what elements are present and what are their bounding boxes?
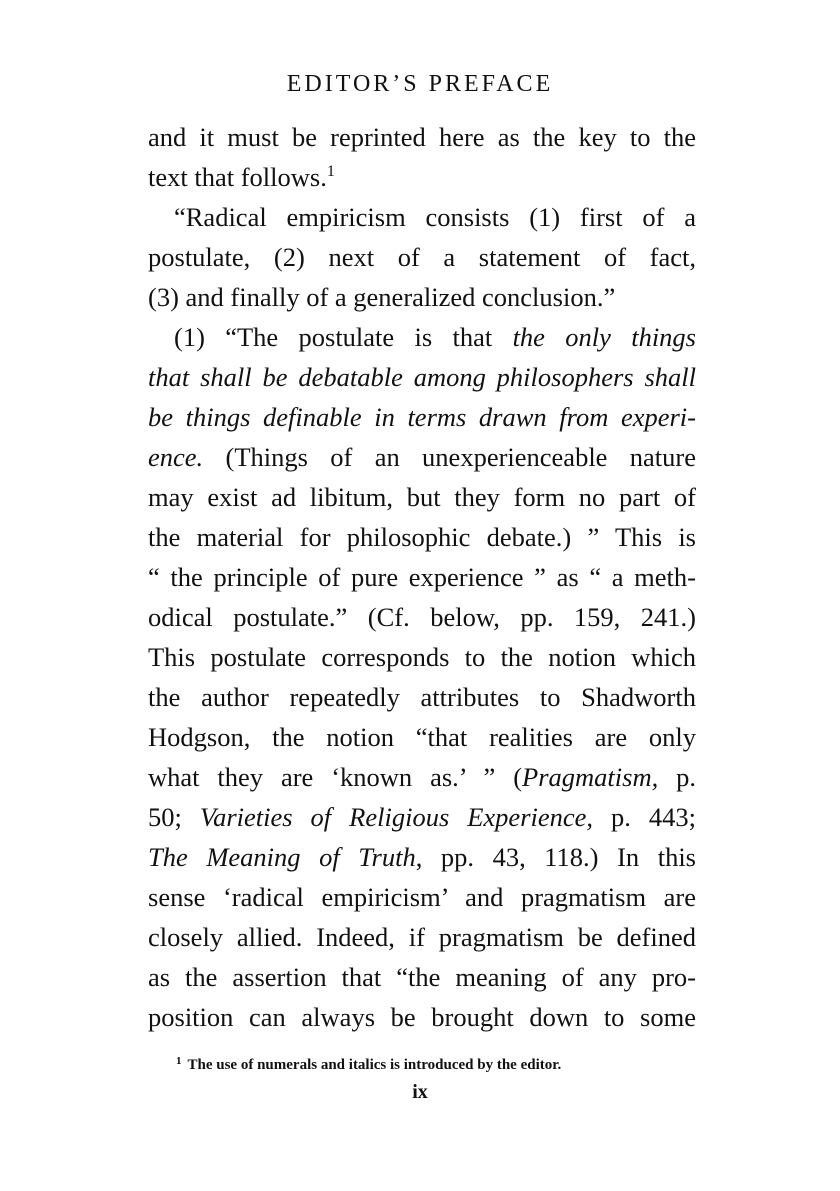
footnote-mark: 1 (176, 1055, 182, 1067)
page-number: ix (412, 1081, 428, 1103)
italic-span: the only things (512, 322, 696, 352)
text-line: may exist ad libitum, but they form no part of (148, 482, 696, 512)
text-line: This postulate corresponds to the notion which (148, 642, 696, 672)
text-span: what they are ‘known as.’ ” ( (148, 762, 523, 792)
text-line: odical postulate.” (Cf. below, pp. 159, 241.) (148, 602, 696, 632)
text-line: the author repeatedly attributes to Shadworth (148, 682, 696, 712)
italic-span: be things definable in terms drawn from experi- (148, 402, 696, 432)
text-line: the material for philosophic debate.) ” This is (148, 522, 696, 552)
italic-span: ence. (148, 442, 204, 472)
running-head: EDITOR’S PREFACE (286, 71, 554, 97)
text-line (148, 357, 696, 397)
text-line: and it must be reprinted here as the key to the (148, 122, 696, 152)
text-span: , pp. 43, 118.) In this (415, 842, 696, 872)
footnote-text: The use of numerals and italics is introduced by the editor. (187, 1057, 562, 1073)
text-line (148, 317, 696, 357)
italic-span: The Meaning of Truth (148, 842, 416, 872)
italic-span: Pragmatism, (522, 762, 659, 792)
text-line: “ the principle of pure experience ” as “ a meth- (148, 562, 696, 592)
text-line (148, 837, 696, 877)
footnote-reference: 1 (326, 163, 335, 180)
text-line: (3) and finally of a generalized conclusion.” (148, 282, 616, 312)
text-span: 50; (148, 802, 200, 832)
body-text (148, 117, 696, 1037)
text-span: text that follows. (148, 162, 327, 192)
text-line: postulate, (2) next of a statement of fact, (148, 242, 696, 272)
text-line: “Radical empiricism consists (1) first of a (174, 202, 696, 232)
text-line: position can always be brought down to some (148, 1002, 696, 1032)
text-span: (Things of an unexperienceable nature (203, 442, 696, 472)
footnote (176, 1051, 696, 1075)
text-line: sense ‘radical empiricism’ and pragmatism are (148, 882, 696, 912)
italic-span: Varieties of Religious Experience, (199, 802, 594, 832)
text-line: as the assertion that “the meaning of any pro- (148, 962, 696, 992)
text-line (148, 797, 696, 837)
text-line (148, 397, 696, 437)
text-span: p. (658, 762, 696, 792)
text-line (148, 157, 696, 197)
text-line: closely allied. Indeed, if pragmatism be defined (148, 922, 696, 952)
italic-span: that shall be debatable among philosophers shall (148, 362, 696, 392)
text-line (148, 437, 696, 477)
text-line: Hodgson, the notion “that realities are only (148, 722, 696, 752)
text-span: (1) “The postulate is that (174, 322, 513, 352)
text-line (148, 757, 696, 797)
text-span: p. 443; (593, 802, 696, 832)
